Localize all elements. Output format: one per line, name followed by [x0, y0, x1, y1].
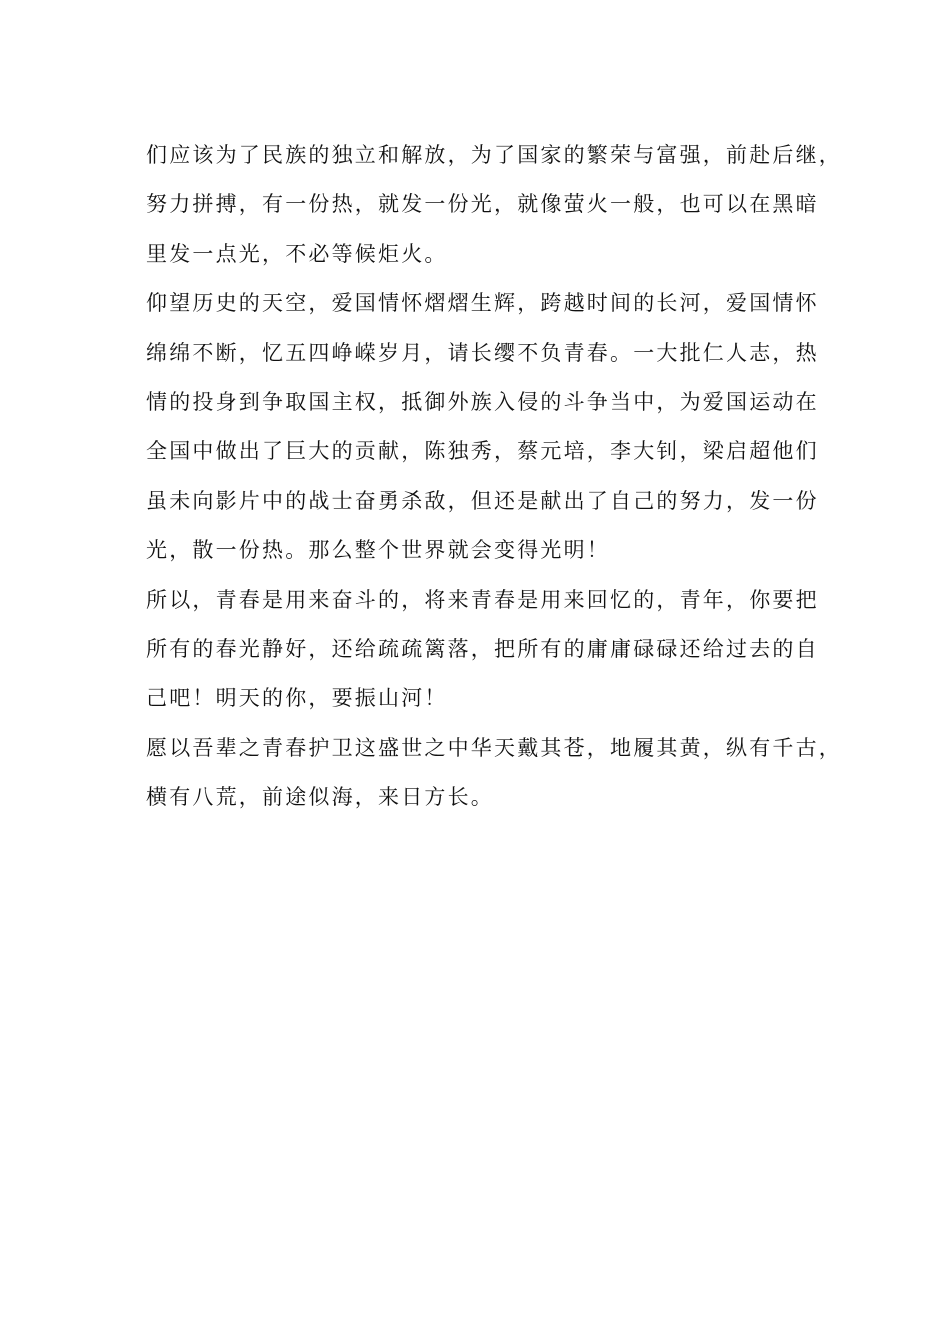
text-line: 仰望历史的天空，爱国情怀熠熠生辉，跨越时间的长河，爱国情怀	[146, 291, 819, 316]
document-body	[146, 131, 842, 822]
text-line: 里发一点光，不必等候炬火。	[146, 241, 448, 266]
text-line: 情的投身到争取国主权，抵御外族入侵的斗争当中，为爱国运动在	[146, 389, 819, 414]
text-line: 所以，青春是用来奋斗的，将来青春是用来回忆的，青年，你要把	[146, 587, 819, 612]
text-line: 己吧！明天的你，要振山河！	[146, 686, 448, 711]
text-line: 努力拼搏，有一份热，就发一份光，就像萤火一般，也可以在黑暗	[146, 192, 819, 217]
text-line: 光，散一份热。那么整个世界就会变得光明！	[146, 538, 610, 563]
text-line: 绵绵不断，忆五四峥嵘岁月，请长缨不负青春。一大批仁人志，热	[146, 340, 819, 365]
text-line: 所有的春光静好，还给疏疏篱落，把所有的庸庸碌碌还给过去的自	[146, 636, 819, 661]
text-line: 愿以吾辈之青春护卫这盛世之中华天戴其苍，地履其黄，纵有千古，	[146, 735, 842, 760]
text-line: 全国中做出了巨大的贡献，陈独秀，蔡元培，李大钊，梁启超他们	[146, 439, 819, 464]
text-line: 横有八荒，前途似海，来日方长。	[146, 785, 494, 810]
text-line: 虽未向影片中的战士奋勇杀敌，但还是献出了自己的努力，发一份	[146, 488, 819, 513]
text-line: 们应该为了民族的独立和解放，为了国家的繁荣与富强，前赴后继，	[146, 143, 842, 167]
